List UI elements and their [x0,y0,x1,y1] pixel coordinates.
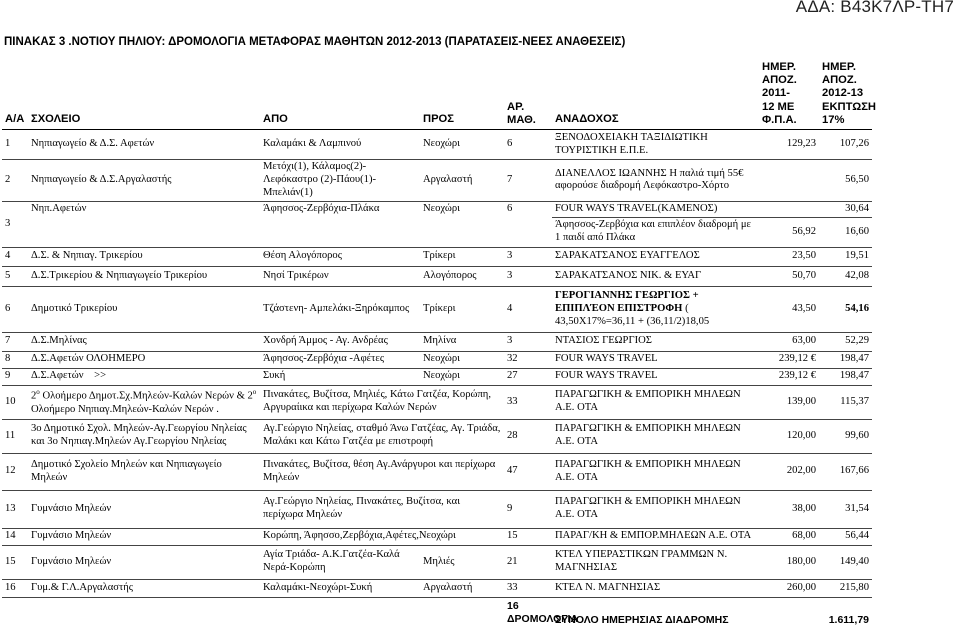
cell-aa: 16 [2,579,28,597]
cell-cost2: 99,60 [819,419,872,453]
cell-school: Νηπιαγωγείο & Δ.Σ. Αφετών [28,130,260,160]
cell-students: 4 [504,286,552,332]
ordinal-sup: ο [36,388,40,397]
cell-extra-route: Άφησσος-Ζερβόχια και επιπλέον διαδρομή με 1 παιδί από Πλάκα [552,217,759,247]
header-school: ΣΧΟΛΕΙΟ [28,60,260,130]
cell-contractor: ΠΑΡΑΓΩΓΙΚΗ & ΕΜΠΟΡΙΚΗ ΜΗΛΕΩΝ Α.Ε. ΟΤΑ [552,490,759,528]
table-row [2,266,872,286]
cell-cost2: 215,80 [819,579,872,597]
cell-aa: 9 [2,368,28,385]
cell-contractor: ΝΤΑΣΙΟΣ ΓΕΩΡΓΙΟΣ [552,332,759,351]
header-from: ΑΠΟ [260,60,420,130]
cell-to: Αλογόπορος [420,266,504,286]
cell-cost1: 260,00 [759,579,819,597]
cell-cost2: 115,37 [819,385,872,419]
school-part: Ολοήμερο Νηπιαγ.Μηλεών-Καλών Νερών . [31,403,219,415]
cell-from: Μετόχι(1), Κάλαμος(2)-Λεφόκαστρο (2)-Πάου(1)-Μπελιάν(1) [260,160,420,202]
table-row [2,368,872,385]
header-cost2-line1: ΗΜΕΡ. ΑΠΟΖ. [822,61,857,87]
cell-students: 33 [504,579,552,597]
footer-empty [28,597,260,627]
cell-cost1 [759,201,819,217]
cell-from: Χονδρή Άμμος - Αγ. Ανδρέας [260,332,420,351]
cell-school: Γυμ.& Γ.Λ.Αργαλαστής [28,579,260,597]
cell-cost1 [759,160,819,202]
cell-cost1: 38,00 [759,490,819,528]
cell-cost2: 198,47 [819,368,872,385]
header-cost-2012 [819,60,877,130]
cell-contractor [552,286,759,332]
cell-from: Κορώπη, Άφησσο,Ζερβόχια,Αφέτες,Νεοχώρι [260,528,504,545]
table-row [2,453,872,490]
document-title: ΠΙΝΑΚΑΣ 3 .ΝΟΤΙΟΥ ΠΗΛΙΟΥ: ΔΡΟΜΟΛΟΓΙΑ ΜΕΤΑΦΟΡΑΣ ΜΑΘΗΤΩΝ 2012-2013 (ΠΑΡΑΤΑΣΕΙΣ-ΝΕΕΣ ΑΝΑΘΕΣΕΙΣ) [4,36,626,48]
cell-contractor: ΣΑΡΑΚΑΤΣΑΝΟΣ ΝΙΚ. & ΕΥΑΓ [552,266,759,286]
cell-school [28,385,260,419]
table-row [2,247,872,266]
header-students [504,60,552,130]
cell-contractor: ΠΑΡΑΓΩΓΙΚΗ & ΕΜΠΟΡΙΚΗ ΜΗΛΕΩΝ Α.Ε. ΟΤΑ [552,453,759,490]
cell-school: Δ.Σ.Αφετών >> [28,368,260,385]
cell-cost2: 31,54 [819,490,872,528]
cell-from: Πινακάτες, Βυζίτσα, θέση Αγ.Ανάργυροι και περίχωρα Μηλεών [260,453,504,490]
header-cost1-line1: ΗΜΕΡ. [762,61,796,73]
cell-school: Γυμνάσιο Μηλεών [28,545,260,579]
cell-from: Άφησσος-Ζερβόχια-Πλάκα [260,201,420,247]
cell-cost2: 30,64 [819,201,872,217]
cell-from: Καλαμάκι-Νεοχώρι-Συκή [260,579,420,597]
cell-cost1: 180,00 [759,545,819,579]
cell-contractor: ΚΤΕΛ Ν. ΜΑΓΝΗΣΙΑΣ [552,579,759,597]
cell-to: Τρίκερι [420,286,504,332]
header-students-line2: ΜΑΘ. [507,113,536,126]
cell-school: Νηπ.Αφετών [28,201,260,247]
cell-from: Πινακάτες, Βυζίτσα, Μηλιές, Κάτω Γατζέα, Κορώπη, Αργυραίικα και περίχωρα Καλών Νερών [260,385,504,419]
footer-empty [260,597,420,627]
cell-school: Γυμνάσιο Μηλεών [28,528,260,545]
cell-cost2: 167,66 [819,453,872,490]
cell-from: Άφησσος-Ζερβόχια -Αφέτες [260,351,420,368]
cell-aa: 2 [2,160,28,202]
cell-students: 7 [504,160,552,202]
cell-contractor: ΚΤΕΛ ΥΠΕΡΑΣΤΙΚΩΝ ΓΡΑΜΜΩΝ Ν. ΜΑΓΝΗΣΙΑΣ [552,545,759,579]
header-contractor: ΑΝΑΔΟΧΟΣ [552,60,759,130]
cell-contractor: ΠΑΡΑΓΩΓΙΚΗ & ΕΜΠΟΡΙΚΗ ΜΗΛΕΩΝ Α.Ε. ΟΤΑ [552,385,759,419]
cell-cost1: 120,00 [759,419,819,453]
header-cost1-line3: 12 ΜΕ Φ.Π.Α. [762,100,797,126]
total-value: 1.611,79 [828,613,869,626]
cell-from: Νησί Τρικέρων [260,266,420,286]
cell-cost1: 63,00 [759,332,819,351]
cell-to: Αργαλαστή [420,579,504,597]
footer-empty [759,597,819,627]
cell-to: Νεοχώρι [420,351,504,368]
header-cost2-line2: 2012-13 [822,87,864,100]
cell-school: Δ.Σ. & Νηπιαγ. Τρικερίου [28,247,260,266]
table-row [2,579,872,597]
cell-from: Αγ.Γεώργιο Νηλείας, Πινακάτες, Βυζίτσα, και περίχωρα Μηλεών [260,490,504,528]
cell-aa: 4 [2,247,28,266]
cell-students: 33 [504,385,552,419]
header-cost-2011 [759,60,819,130]
cell-aa: 8 [2,351,28,368]
cell-cost2: 198,47 [819,351,872,368]
cell-cost1: 23,50 [759,247,819,266]
cell-cost2: 19,51 [819,247,872,266]
cell-cost1: 202,00 [759,453,819,490]
table-row [2,201,872,217]
cell-students: 21 [504,545,552,579]
table-row [2,286,872,332]
cell-aa: 14 [2,528,28,545]
route-count [504,597,579,627]
school-part: 2 [31,390,37,402]
table-row [2,332,872,351]
cell-from: Συκή [260,368,420,385]
cell-contractor: FOUR WAYS TRAVEL [552,351,759,368]
cell-cost2: 52,29 [819,332,872,351]
cell-students: 28 [504,419,552,453]
cell-aa: 12 [2,453,28,490]
cell-cost1: 239,12 € [759,351,819,368]
cell-to: Νεοχώρι [420,201,504,247]
cell-cost2: 107,26 [819,130,872,160]
route-count-value: 16 [507,599,519,612]
cell-aa: 15 [2,545,28,579]
cell-school: Δημοτικό Τρικερίου [28,286,260,332]
cell-aa: 1 [2,130,28,160]
table-row [2,351,872,368]
table-row [2,490,872,528]
cell-students: 6 [504,201,552,247]
cell-to: Νεοχώρι [420,130,504,160]
header-cost2-line4: 17% [822,113,845,126]
footer-empty [2,597,28,627]
cell-school: Δ.Σ.Αφετών ΟΛΟΗΜΕΡΟ [28,351,260,368]
cell-school: Δ.Σ.Μηλίνας [28,332,260,351]
cell-cost2: 42,08 [819,266,872,286]
cell-school: Δημοτικό Σχολείο Μηλεών και Νηπιαγωγείο Μηλεών [28,453,260,490]
total-label: ΣΥΝΟΛΟ ΗΜΕΡΗΣΙΑΣ ΔΙΑΔΡΟΜΗΣ [555,613,729,626]
routes-table [2,60,877,627]
cell-cost1: 56,92 [759,217,819,247]
cell-from: Καλαμάκι & Λαμπινού [260,130,420,160]
cell-from: Θέση Αλογόπορος [260,247,420,266]
ada-code: ΑΔΑ: Β43Κ7ΛΡ-ΤΗ7 [795,0,954,16]
cell-school: Δ.Σ.Τρικερίου & Νηπιαγωγείο Τρικερίου [28,266,260,286]
ordinal-sup: ο [252,388,257,397]
cell-students: 3 [504,247,552,266]
cell-contractor: ΠΑΡΑΓ/ΚΗ & ΕΜΠΟΡ.ΜΗΛΕΩΝ Α.Ε. ΟΤΑ [552,528,759,545]
cell-aa: 10 [2,385,28,419]
cell-students: 6 [504,130,552,160]
cell-students: 47 [504,453,552,490]
cell-students: 9 [504,490,552,528]
cell-contractor: FOUR WAYS TRAVEL [552,368,759,385]
header-to: ΠΡΟΣ [420,60,504,130]
contractor-calc-text: ( 43,50Χ17%=36,11 + (36,11/2)18,05 [555,302,710,327]
cell-to: Αργαλαστή [420,160,504,202]
contractor-bold-text: ΓΕΡΟΓΙΑΝΝΗΣ ΓΕΩΡΓΙΟΣ + ΕΠΙΠΛΈΟΝ ΕΠΙΣΤΡΟΦΗ [555,289,699,314]
cell-to: Νεοχώρι [420,368,504,385]
cell-cost1: 139,00 [759,385,819,419]
cell-contractor: ΔΙΑΝΕΛΛΟΣ ΙΩΑΝΝΗΣ Η παλιά τιμή 55€ αφορούσε διαδρομή Λεφόκαστρο-Χόρτο [552,160,759,202]
cell-from: Αγία Τριάδα- Α.Κ.Γατζέα-Καλά Νερά-Κορώπη [260,545,420,579]
cell-to: Μηλιές [420,545,504,579]
cell-students: 32 [504,351,552,368]
cell-school: Γυμνάσιο Μηλεών [28,490,260,528]
header-row [2,60,872,130]
cell-cost1: 129,23 [759,130,819,160]
cell-aa: 13 [2,490,28,528]
cell-cost2: 149,40 [819,545,872,579]
cell-students: 15 [504,528,552,545]
cell-cost1: 68,00 [759,528,819,545]
route-count-label: ΔΡΟΜΟΛΟΓΙΑ [507,612,579,625]
header-cost1-line2: ΑΠΟΖ. 2011- [762,74,797,100]
cell-aa: 7 [2,332,28,351]
cell-cost2: 56,50 [819,160,872,202]
cell-aa: 3 [2,201,28,247]
cell-students: 3 [504,266,552,286]
cell-cost2: 54,16 [819,286,872,332]
cell-school: Νηπιαγωγείο & Δ.Σ.Αργαλαστής [28,160,260,202]
table-row [2,528,872,545]
cell-to: Μηλίνα [420,332,504,351]
table-row [2,545,872,579]
cell-aa: 5 [2,266,28,286]
cell-students: 27 [504,368,552,385]
cell-to: Τρίκερι [420,247,504,266]
cell-from: Τζάστενη- Αμπελάκι-Ξηρόκαμπος [260,286,420,332]
cell-from: Αγ.Γεώργιο Νηλείας, σταθμό Άνω Γατζέας, Αγ. Τριάδα, Μαλάκι και Κάτω Γατζέα με επιστροφή [260,419,504,453]
table-row [2,385,872,419]
table-row [2,160,872,202]
cell-contractor: ΣΑΡΑΚΑΤΣΑΝΟΣ ΕΥΑΓΓΕΛΟΣ [552,247,759,266]
cell-cost1: 43,50 [759,286,819,332]
table-row [2,130,872,160]
header-cost2-line3: ΕΚΠΤΩΣΗ [822,100,877,113]
cell-school: 3ο Δημοτικό Σχολ. Μηλεών-Αγ.Γεωργίου Νηλείας και 3ο Νηπιαγ.Μηλεών Αγ.Γεωργίου Νηλείας [28,419,260,453]
cell-cost1: 50,70 [759,266,819,286]
footer-empty [420,597,504,627]
table-row [2,419,872,453]
cell-aa: 11 [2,419,28,453]
header-aa: Α/Α [2,60,28,130]
cell-cost2: 16,60 [819,217,872,247]
cell-contractor: ΞΕΝΟΔΟΧΕΙΑΚΗ ΤΑΞΙΔΙΩΤΙΚΗ ΤΟΥΡΙΣΤΙΚΗ Ε.Π.Ε. [552,130,759,160]
cell-cost2: 56,44 [819,528,872,545]
header-students-line1: ΑΡ. [507,100,525,113]
cell-contractor: FOUR WAYS TRAVEL(ΚΑΜΕΝΟΣ) [552,201,759,217]
cell-aa: 6 [2,286,28,332]
school-part: Ολοήμερο Δημοτ.Σχ.Μηλεών-Καλών Νερών & 2 [39,390,253,402]
cell-contractor: ΠΑΡΑΓΩΓΙΚΗ & ΕΜΠΟΡΙΚΗ ΜΗΛΕΩΝ Α.Ε. ΟΤΑ [552,419,759,453]
cell-cost1: 239,12 € [759,368,819,385]
cell-students: 3 [504,332,552,351]
footer-row [2,597,872,627]
